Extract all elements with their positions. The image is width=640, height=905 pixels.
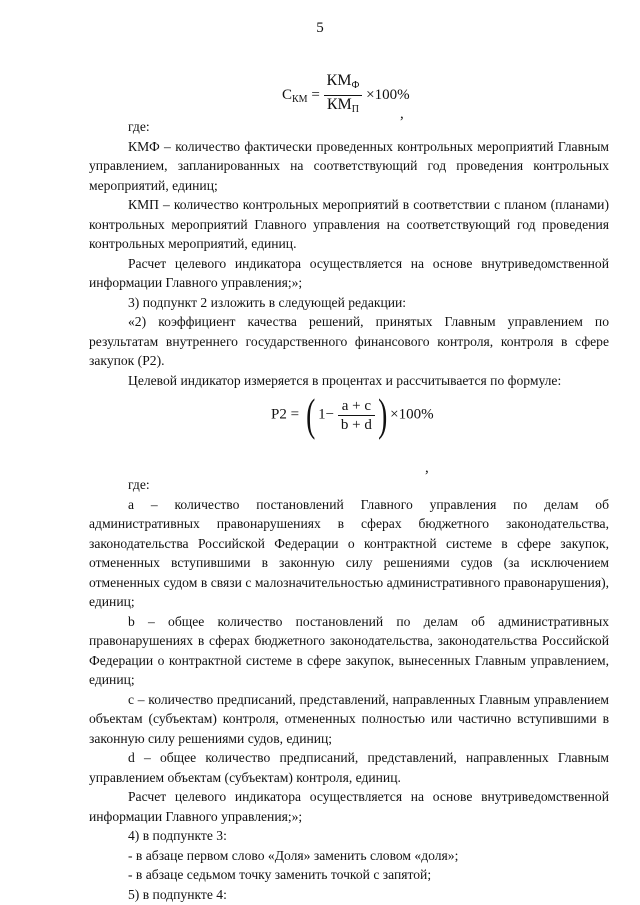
formula2-one: 1− — [318, 406, 335, 423]
paragraph: 3) подпункт 2 изложить в следующей редакции: — [128, 294, 407, 310]
paragraph: Целевой индикатор измеряется в процентах и рассчитывается по формуле: — [128, 372, 562, 388]
formula1-fraction — [324, 72, 363, 119]
formula2-right-paren: ) — [377, 389, 388, 440]
formula2-lhs: Р2 = — [271, 406, 300, 423]
paragraph: КМП – количество контрольных мероприятий в соответствии с планом (планами) контрольных мероприятий Главного управления на соответствующий год проведения контрольных мероприятий, единиц. — [89, 197, 609, 251]
text-block-2 — [89, 475, 609, 904]
formula1-equals: = — [311, 86, 324, 103]
paragraph: где: — [128, 119, 150, 134]
paragraph: c – количество предписаний, представлений, направленных Главным управлением объектам (субъектам) контроля, отмененных полностью или частично вступившими в законную силу решениями судов, единиц; — [89, 691, 609, 746]
paragraph: где: — [128, 477, 150, 492]
paragraph: - в абзаце седьмом точку заменить точкой с запятой; — [128, 867, 432, 882]
paragraph: a – количество постановлений Главного управления по делам об административных правонарушениях в сферах бюджетного законодательства, законодательства Российской Федерации о контрактной системе в сфере закупок, отмененных вступившими в законную силу решениями судов (за исключением отмененных судом в связи с малозначительностью административного правонарушения), единиц; — [89, 496, 609, 609]
formula1-numerator: $КМ_Ф$ — [324, 72, 363, 96]
formula-quality-controls — [282, 72, 410, 119]
formula1-comma: , — [400, 106, 404, 122]
paragraph: b – общее количество постановлений по делам об административных правонарушениях в сферах бюджетного законодательства, законодательства Российской Федерации о контрактной системе в сфере закупок, вынесенных Главным управлением, единиц; — [89, 613, 609, 687]
formula2-fraction — [338, 397, 375, 434]
formula1-lhs: $С_{КМ}$ — [282, 86, 308, 105]
formula-p2 — [271, 389, 434, 440]
formula2-denominator: b + d — [340, 416, 372, 433]
paragraph: d – общее количество предписаний, представлений, направленных Главным управлением объектам (субъектам) контроля, единиц. — [89, 750, 609, 785]
formula2-left-paren: ( — [305, 389, 316, 440]
paragraph: - в абзаце первом слово «Доля» заменить словом «доля»; — [128, 847, 459, 863]
paragraph: 5) в подпункте 4: — [128, 886, 227, 902]
formula1-denominator: $КМ_П$ — [326, 96, 360, 115]
formula2-multiplier: ×100% — [390, 406, 434, 423]
paragraph: «2) коэффициент качества решений, принятых Главным управлением по результатам внутреннего государственного финансового контроля, контроля в сфере закупок (Р2). — [89, 314, 609, 368]
formula2-numerator: a + c — [338, 397, 375, 416]
paragraph: 4) в подпункте 3: — [128, 828, 227, 843]
paragraph: Расчет целевого индикатора осуществляется на основе внутриведомственной информации Главного управления;»; — [89, 789, 609, 824]
formula2-comma: , — [425, 460, 429, 476]
paragraph: Расчет целевого индикатора осуществляется на основе внутриведомственной информации Главного управления;»; — [89, 255, 609, 290]
formula1-multiplier: ×100% — [366, 87, 410, 103]
paragraph: КМФ – количество фактически проведенных контрольных мероприятий Главным управлением, запланированных на соответствующий год проведения контрольных мероприятий, единиц; — [89, 138, 609, 193]
page-number: 5 — [316, 20, 324, 36]
text-block-1 — [89, 117, 609, 390]
